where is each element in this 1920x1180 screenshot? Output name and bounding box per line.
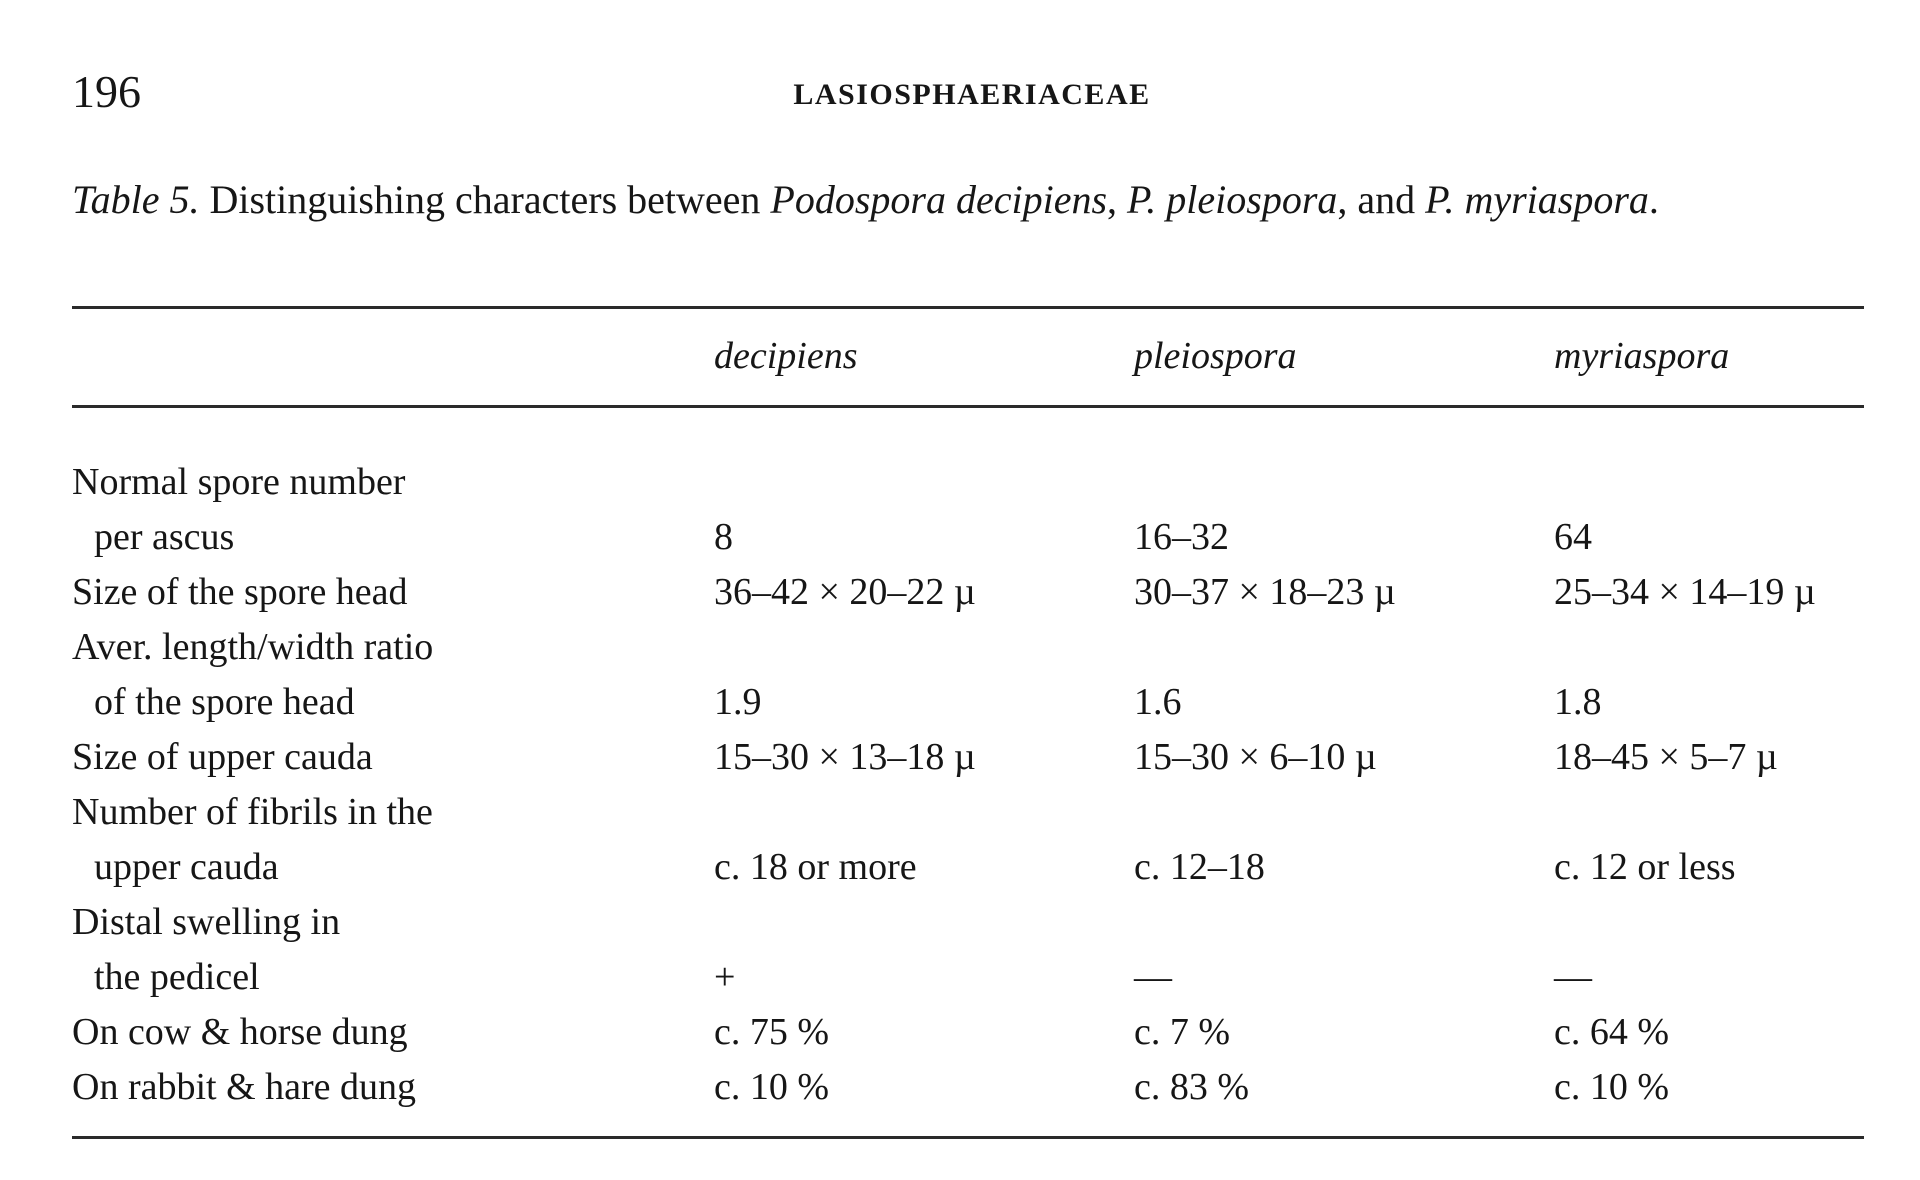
column-header-myriaspora: myriaspora bbox=[1554, 335, 1730, 377]
cell-myriaspora: 1.8 bbox=[1554, 681, 1602, 723]
table-row-distal-swelling bbox=[72, 895, 1872, 1005]
cell-pleiospora: 30–37 × 18–23 µ bbox=[1134, 571, 1396, 613]
cell-decipiens: c. 75 % bbox=[714, 1011, 830, 1053]
cell-myriaspora: c. 64 % bbox=[1554, 1011, 1670, 1053]
caption-text: Distinguishing characters between bbox=[199, 177, 771, 222]
cell-decipiens: 8 bbox=[714, 516, 733, 558]
cell-decipiens: c. 10 % bbox=[714, 1066, 830, 1108]
row-label-line-1: On rabbit & hare dung bbox=[72, 1066, 417, 1108]
row-label-line-1: Distal swelling in bbox=[72, 901, 341, 943]
row-label bbox=[72, 565, 692, 620]
row-label bbox=[72, 620, 692, 730]
cell-myriaspora: c. 10 % bbox=[1554, 1066, 1670, 1108]
caption-separator-2: , and bbox=[1337, 177, 1426, 222]
table-caption bbox=[72, 172, 1864, 228]
caption-end: . bbox=[1648, 177, 1659, 222]
table-row-spore-head-size bbox=[72, 565, 1872, 620]
table-row-upper-cauda-size bbox=[72, 730, 1872, 785]
row-label bbox=[72, 1005, 692, 1060]
page-header bbox=[72, 62, 1872, 122]
row-label bbox=[72, 730, 692, 785]
table-body bbox=[72, 455, 1872, 1115]
running-title: LASIOSPHAERIACEAE bbox=[793, 78, 1151, 111]
cell-decipiens: + bbox=[714, 956, 736, 998]
column-header-pleiospora: pleiospora bbox=[1134, 335, 1297, 377]
page-number: 196 bbox=[72, 66, 141, 117]
cell-pleiospora: 1.6 bbox=[1134, 681, 1182, 723]
cell-decipiens: 15–30 × 13–18 µ bbox=[714, 736, 976, 778]
caption-separator-1: , bbox=[1107, 177, 1128, 222]
row-label-line-1: Size of the spore head bbox=[72, 571, 408, 613]
row-label-line-1: Size of upper cauda bbox=[72, 736, 373, 778]
cell-decipiens: 36–42 × 20–22 µ bbox=[714, 571, 976, 613]
cell-myriaspora: 18–45 × 5–7 µ bbox=[1554, 736, 1778, 778]
row-label bbox=[72, 895, 692, 1005]
cell-decipiens: 1.9 bbox=[714, 681, 762, 723]
row-label bbox=[72, 785, 692, 895]
cell-pleiospora: c. 83 % bbox=[1134, 1066, 1250, 1108]
cell-myriaspora: — bbox=[1554, 956, 1592, 998]
cell-myriaspora: 64 bbox=[1554, 516, 1592, 558]
table-row-cow-horse-dung bbox=[72, 1005, 1872, 1060]
caption-species-1: Podospora decipiens bbox=[770, 177, 1108, 222]
table-row-rabbit-hare-dung bbox=[72, 1060, 1872, 1115]
row-label bbox=[72, 1060, 692, 1115]
table-row-spore-number bbox=[72, 455, 1872, 565]
row-label-line-1: Number of fibrils in the bbox=[72, 791, 433, 833]
table-header-rule bbox=[72, 405, 1864, 408]
row-label-line-1: On cow & horse dung bbox=[72, 1011, 408, 1053]
caption-label: Table 5. bbox=[72, 177, 200, 222]
row-label-line-2: of the spore head bbox=[94, 681, 355, 723]
row-label bbox=[72, 455, 692, 565]
caption-species-3: P. myriaspora bbox=[1425, 177, 1649, 222]
cell-pleiospora: 15–30 × 6–10 µ bbox=[1134, 736, 1377, 778]
row-label-line-1: Normal spore number bbox=[72, 461, 406, 503]
table-bottom-rule bbox=[72, 1136, 1864, 1139]
cell-pleiospora: 16–32 bbox=[1134, 516, 1229, 558]
cell-myriaspora: 25–34 × 14–19 µ bbox=[1554, 571, 1816, 613]
row-label-line-2: upper cauda bbox=[94, 846, 279, 888]
table-top-rule bbox=[72, 306, 1864, 309]
row-label-line-2: per ascus bbox=[94, 516, 235, 558]
cell-pleiospora: c. 7 % bbox=[1134, 1011, 1231, 1053]
row-label-line-2: the pedicel bbox=[94, 956, 260, 998]
cell-pleiospora: — bbox=[1134, 956, 1172, 998]
table-row-fibril-number bbox=[72, 785, 1872, 895]
row-label-line-1: Aver. length/width ratio bbox=[72, 626, 434, 668]
caption-species-2: P. pleiospora bbox=[1127, 177, 1338, 222]
column-header-decipiens: decipiens bbox=[714, 335, 858, 377]
cell-decipiens: c. 18 or more bbox=[714, 846, 917, 888]
cell-myriaspora: c. 12 or less bbox=[1554, 846, 1736, 888]
table-row-length-width-ratio bbox=[72, 620, 1872, 730]
cell-pleiospora: c. 12–18 bbox=[1134, 846, 1265, 888]
